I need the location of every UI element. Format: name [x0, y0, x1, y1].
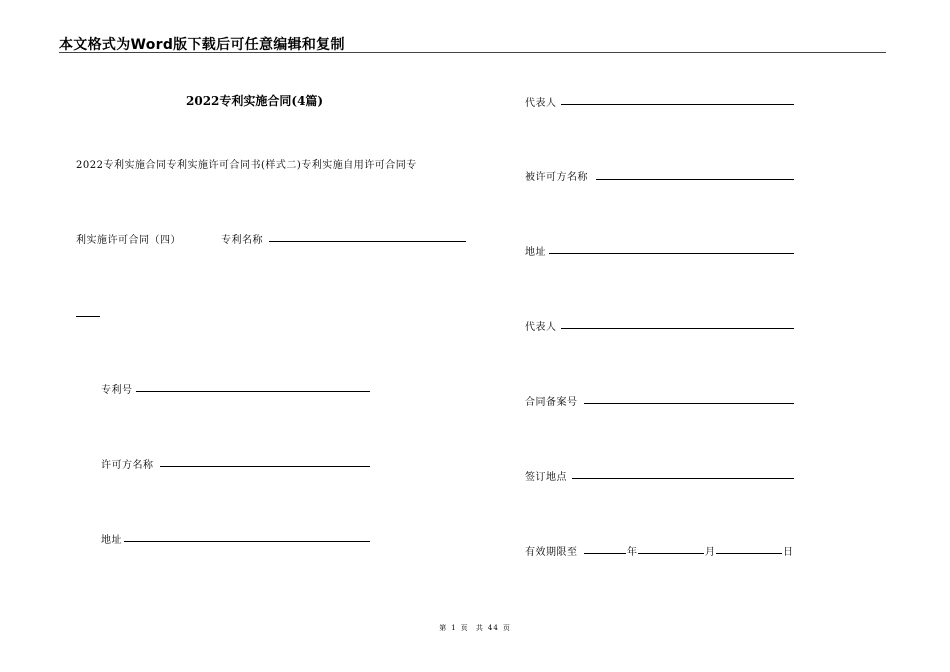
- footer-total-unit: 页: [502, 624, 511, 632]
- validity-year-label: 年: [627, 547, 638, 558]
- footer-total-number: 44: [487, 624, 499, 632]
- header-divider: [59, 52, 886, 53]
- representative-1-label: 代表人: [525, 98, 557, 109]
- licensee-address-blank: [549, 253, 794, 254]
- representative-2-blank: [561, 328, 794, 329]
- page-footer: [0, 623, 950, 633]
- document-title: 2022专利实施合同(4篇): [186, 94, 324, 108]
- footer-page-label: 第: [439, 624, 448, 632]
- contract-record-no-blank: [584, 403, 794, 404]
- patent-name-blank-continued: [76, 316, 100, 317]
- footer-total-label: 共: [475, 624, 484, 632]
- intro-line-2: 利实施许可合同（四）: [76, 235, 181, 246]
- validity-day-blank: [716, 553, 782, 554]
- licensee-name-blank: [596, 179, 794, 180]
- patent-name-blank: [269, 241, 466, 242]
- licensee-address-label: 地址: [525, 247, 546, 258]
- licensor-name-label: 许可方名称: [101, 460, 154, 471]
- representative-2-label: 代表人: [525, 322, 557, 333]
- validity-month-blank: [638, 553, 704, 554]
- validity-day-label: 日: [783, 547, 794, 558]
- signing-place-blank: [572, 478, 794, 479]
- patent-no-blank: [136, 391, 370, 392]
- licensor-address-label: 地址: [101, 535, 122, 546]
- intro-line-1: 2022专利实施合同专利实施许可合同书(样式二)专利实施自用许可合同专: [76, 160, 417, 171]
- contract-record-no-label: 合同备案号: [525, 397, 578, 408]
- licensor-name-blank: [160, 466, 370, 467]
- validity-label: 有效期限至: [525, 547, 578, 558]
- validity-year-blank: [584, 553, 626, 554]
- validity-month-label: 月: [705, 547, 716, 558]
- representative-1-blank: [561, 104, 794, 105]
- signing-place-label: 签订地点: [525, 472, 567, 483]
- patent-name-label: 专利名称: [221, 235, 263, 246]
- licensee-name-label: 被许可方名称: [525, 172, 588, 183]
- footer-page-unit: 页: [460, 624, 469, 632]
- header-title: 本文格式为Word版下载后可任意编辑和复制: [59, 37, 345, 53]
- licensor-address-blank: [124, 541, 370, 542]
- patent-no-label: 专利号: [101, 385, 133, 396]
- footer-page-number: 1: [451, 624, 457, 632]
